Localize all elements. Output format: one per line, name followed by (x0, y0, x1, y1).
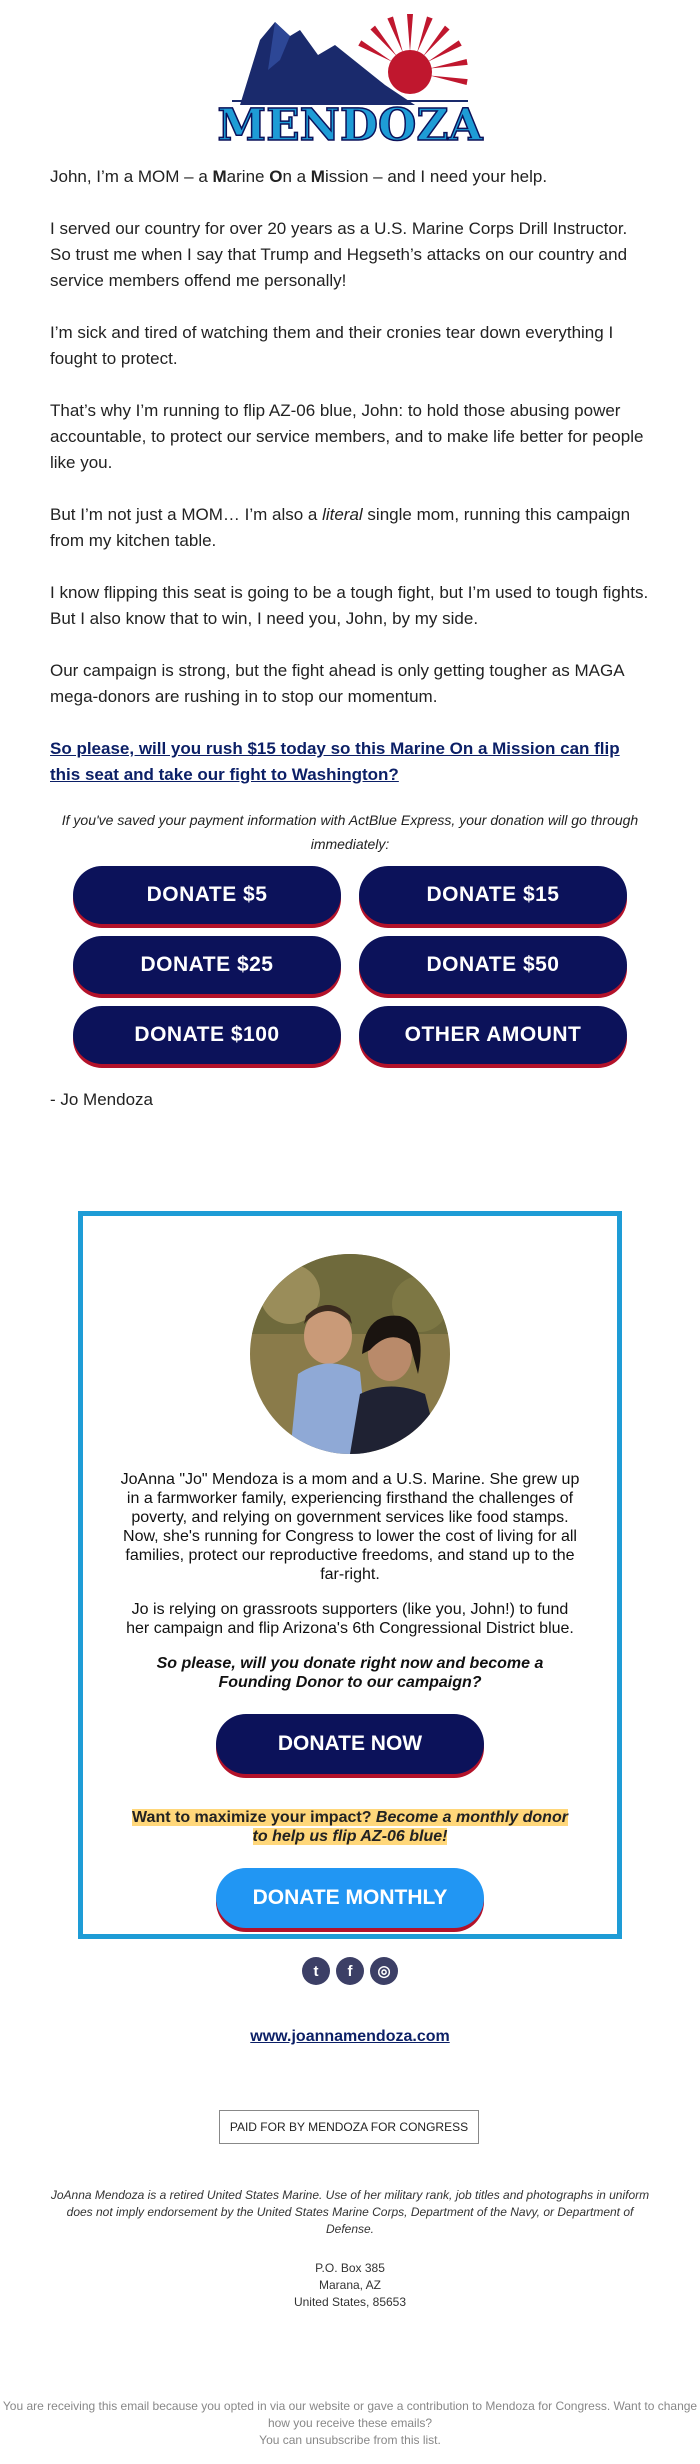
address-line: Marana, AZ (318, 2278, 382, 2292)
grassroots-note: Jo is relying on grassroots supporters (like you, John!) to fund her campaign and flip Arizona's 6th Congressional District blue. (126, 1601, 574, 1637)
email-body (2, 0, 698, 2447)
instagram-icon[interactable]: ◎ (370, 1957, 398, 1985)
donate-100-button[interactable]: DONATE $100 (73, 1006, 341, 1064)
donate-now-button[interactable]: DONATE NOW (216, 1714, 484, 1774)
donate-25-button[interactable]: DONATE $25 (73, 936, 341, 994)
mendoza-logo (50, 0, 650, 160)
subscription-footer (0, 2398, 700, 2449)
donate-50-button[interactable]: DONATE $50 (359, 936, 627, 994)
optin-text: You are receiving this email because you opted in via our website or gave a contribution to Mendoza for Congress. Want to change how you receive these emails? (2, 2399, 698, 2430)
paragraph-tough-fight: I know flipping this seat is going to be a tough fight, but I’m used to tough fights. But I also know that to win, I need you, John, by my side. (50, 583, 649, 628)
social-links (50, 1957, 650, 1985)
about-card (78, 1211, 622, 1939)
unsubscribe-link[interactable]: You can unsubscribe from this list. (259, 2433, 441, 2447)
website-link[interactable]: www.joannamendoza.com (250, 2028, 450, 2045)
candidate-photo (250, 1254, 450, 1454)
candidate-bio: JoAnna "Jo" Mendoza is a mom and a U.S. Marine. She grew up in a farmworker family, experiencing firsthand the challenges of poverty, and relying on government services like food stamps. Now, she's running for Congress to lower the cost of living for all families, protect our reproductive freedoms, and stand up to the far-right. (120, 1471, 580, 1583)
paragraph-campaign-strong: Our campaign is strong, but the fight ahead is only getting tougher as MAGA mega-donors are rushing in to stop our momentum. (50, 661, 624, 706)
other-amount-button[interactable]: OTHER AMOUNT (359, 1006, 627, 1064)
logo-wordmark: MENDOZA (217, 100, 483, 151)
facebook-icon[interactable]: f (336, 1957, 364, 1985)
rush-15-link[interactable]: So please, will you rush $15 today so this Marine On a Mission can flip this seat and take our fight to Washington? (50, 739, 620, 784)
donate-5-button[interactable]: DONATE $5 (73, 866, 341, 924)
mailing-address (50, 2260, 650, 2311)
donate-monthly-button[interactable]: DONATE MONTHLY (216, 1868, 484, 1928)
monthly-donor-callout: Want to maximize your impact? Become a monthly donor to help us flip AZ-06 blue! (132, 1809, 568, 1845)
twitter-icon[interactable]: t (302, 1957, 330, 1985)
greeting: John, I’m a MOM – a Marine On a Mission – and I need your help. (50, 167, 548, 186)
paragraph-sick-tired: I’m sick and tired of watching them and their cronies tear down everything I fought to protect. (50, 323, 614, 368)
paragraph-service: I served our country for over 20 years as a U.S. Marine Corps Drill Instructor. So trust me when I say that Trump and Hegseth’s attacks on our country and service members offend me personally! (50, 219, 628, 290)
address-line: United States, 85653 (293, 2295, 407, 2309)
paid-for-disclaimer: PAID FOR BY MENDOZA FOR CONGRESS (219, 2110, 479, 2144)
actblue-note: If you've saved your payment information with ActBlue Express, your donation will go through immediately: (61, 812, 639, 852)
founding-donor-ask: So please, will you donate right now and become a Founding Donor to our campaign? (156, 1655, 544, 1691)
donate-button-grid (50, 866, 650, 1064)
paragraph-running: That’s why I’m running to flip AZ-06 blue, John: to hold those abusing power accountable, to protect our service members, and to make life better for people like you. (50, 401, 644, 472)
signature: - Jo Mendoza (50, 1090, 153, 1109)
military-disclaimer: JoAnna Mendoza is a retired United States Marine. Use of her military rank, job titles and photographs in uniform does not imply endorsement by the United States Marine Corps, Department of the Navy, or Department of Defense. (50, 2188, 650, 2236)
address-line: P.O. Box 385 (315, 2261, 385, 2275)
donate-15-button[interactable]: DONATE $15 (359, 866, 627, 924)
paragraph-single-mom: But I’m not just a MOM… I’m also a literal single mom, running this campaign from my kitchen table. (50, 505, 631, 550)
